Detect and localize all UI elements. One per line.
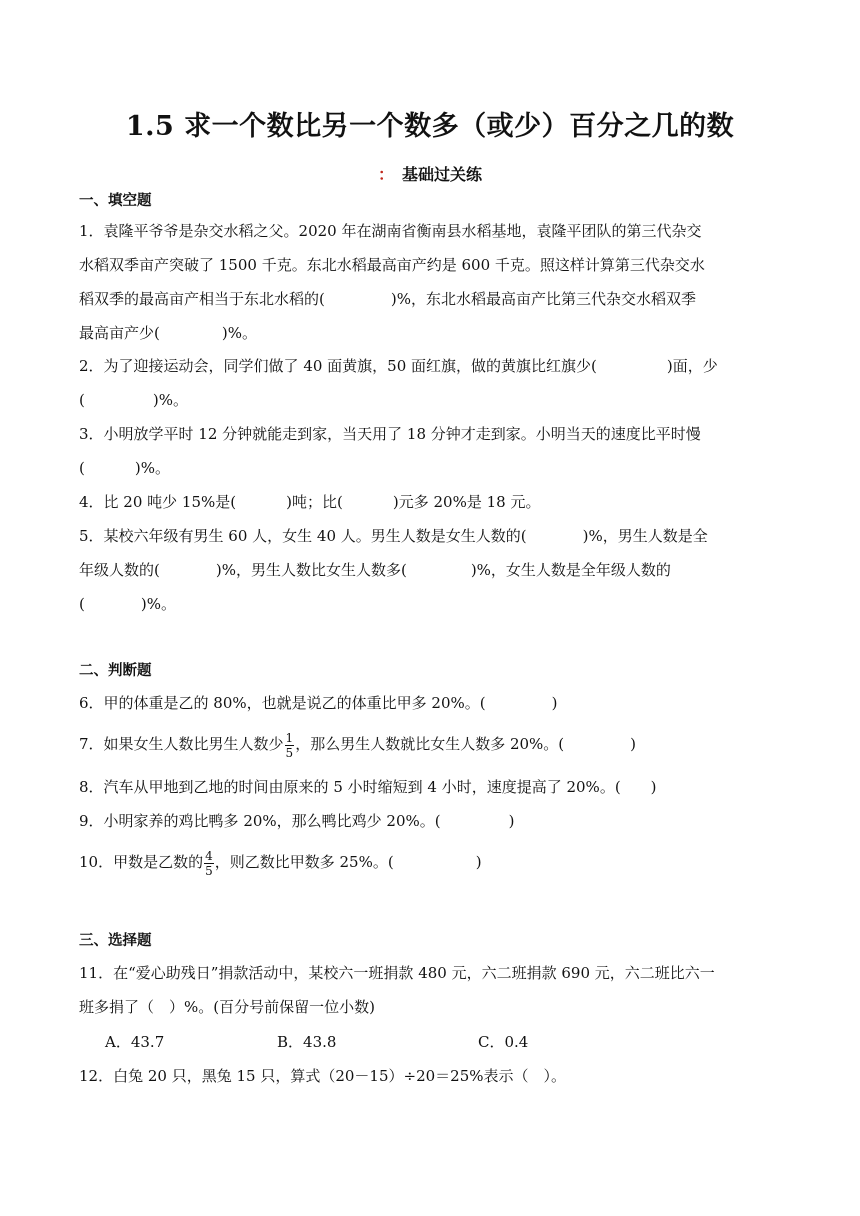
question-12-line-1: 12．白兔 20 只，黑兔 15 只，算式（20－15）÷20＝25%表示（ ）。: [79, 1067, 567, 1085]
subtitle: [0, 162, 860, 185]
question-6: 6．甲的体重是乙的 80%，也就是说乙的体重比甲多 20%。( ): [79, 694, 558, 712]
section-judge-heading: 二、判断题: [79, 663, 152, 679]
subtitle-mark: ：: [377, 165, 394, 184]
question-10: 10．甲数是乙数的 $\frac{4}{5}$ ，则乙数比甲数多 25%。( ): [79, 848, 482, 878]
question-12: [79, 1059, 784, 1093]
question-2: [79, 349, 784, 417]
question-3-line-1: 3．小明放学平时 12 分钟就能走到家，当天用了 18 分钟才走到家。小明当天的速度比平时慢: [79, 425, 701, 443]
option-a[interactable]: A．43.7: [105, 1033, 165, 1051]
question-1: [79, 214, 784, 350]
question-1-line-3: 稻双季的最高亩产相当于东北水稻的( )%，东北水稻最高亩产比第三代杂交水稻双季: [79, 290, 696, 308]
fraction: $\frac{4}{5}$: [205, 848, 213, 878]
question-5-line-1: 5．某校六年级有男生 60 人，女生 40 人。男生人数是女生人数的( )%，男生人数是全: [79, 527, 708, 545]
question-7: 7．如果女生人数比男生人数少 $\frac{1}{5}$ ，那么男生人数就比女生人数多 20%。( ): [79, 730, 637, 760]
option-b[interactable]: B．43.8: [277, 1033, 337, 1051]
question-3: [79, 417, 784, 485]
question-4: 4．比 20 吨少 15%是( )吨；比( )元多 20%是 18 元。: [79, 493, 541, 511]
question-1-line-4: 最高亩产少( )%。: [79, 324, 257, 342]
question-8: 8．汽车从甲地到乙地的时间由原来的 5 小时缩短到 4 小时，速度提高了 20%。( ): [79, 778, 657, 796]
question-5-line-3: ( )%。: [79, 595, 176, 613]
question-3-line-2: ( )%。: [79, 459, 170, 477]
subtitle-text: 基础过关练: [402, 165, 483, 184]
section-fill-heading: 一、填空题: [79, 193, 152, 209]
question-2-line-1: 2．为了迎接运动会，同学们做了 40 面黄旗，50 面红旗，做的黄旗比红旗少( )面，少: [79, 357, 718, 375]
page-title: 1.5 求一个数比另一个数多（或少）百分之几的数: [125, 111, 735, 142]
question-1-line-1: 1．袁隆平爷爷是杂交水稻之父。2020 年在湖南省衡南县水稻基地，袁隆平团队的第三代杂交: [79, 222, 702, 240]
question-11-line-1: 11．在“爱心助残日”捐款活动中，某校六一班捐款 480 元，六二班捐款 690 元，六二班比六一: [79, 964, 715, 982]
question-9: 9．小明家养的鸡比鸭多 20%，那么鸭比鸡少 20%。( ): [79, 812, 515, 830]
question-2-line-2: ( )%。: [79, 391, 188, 409]
question-5-line-2: 年级人数的( )%，男生人数比女生人数多( )%，女生人数是全年级人数的: [79, 561, 671, 579]
question-11-line-2: 班多捐了（ ）%。(百分号前保留一位小数): [79, 998, 375, 1016]
question-5: [79, 519, 784, 621]
section-choice-heading: 三、选择题: [79, 933, 152, 949]
question-11: [79, 956, 784, 1024]
option-c[interactable]: C．0.4: [478, 1033, 529, 1051]
question-1-line-2: 水稻双季亩产突破了 1500 千克。东北水稻最高亩产约是 600 千克。照这样计算第三代杂交水: [79, 256, 705, 274]
fraction: $\frac{1}{5}$: [285, 730, 294, 760]
